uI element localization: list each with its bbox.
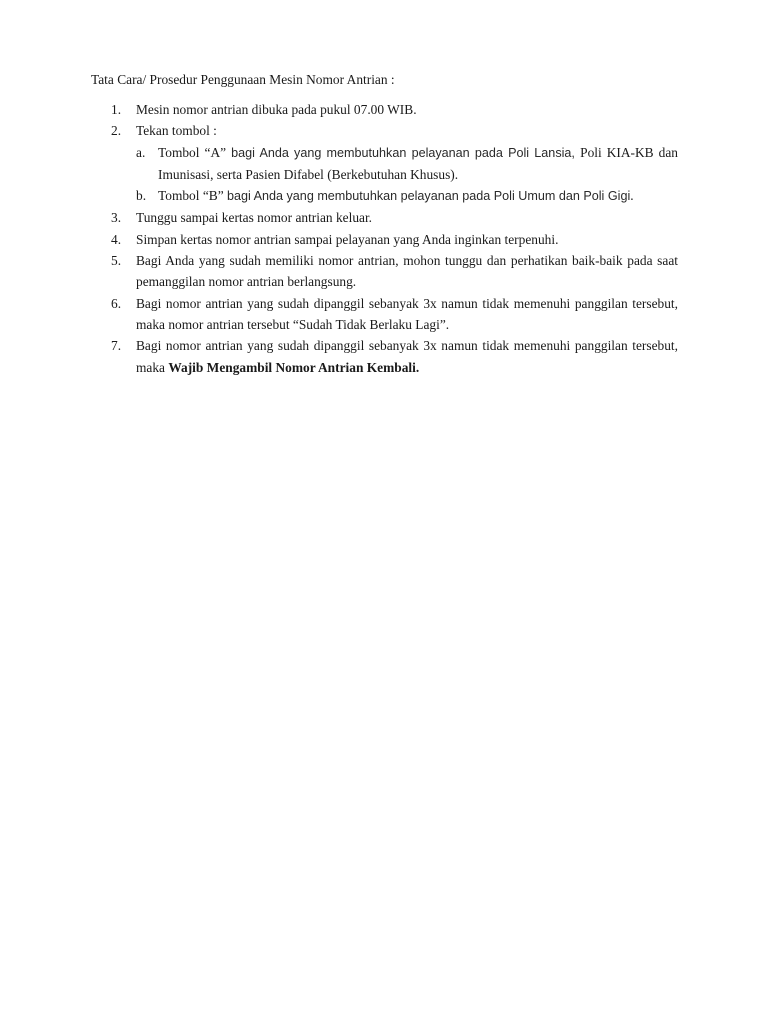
item-text [136, 335, 678, 378]
sub-list-item [136, 185, 678, 207]
sub-item-text-part: Poli KIA-KB dan Imunisasi, serta Pasien Difabel (Berkebutuhan Khusus). [158, 144, 678, 182]
sub-item-text-part: . [630, 188, 634, 204]
item-number: 1. [111, 102, 122, 117]
sub-item-text-part: bagi Anda yang membutuhkan pelayanan pada Poli Lansia, [231, 145, 581, 160]
list-item [91, 207, 678, 228]
item-text: Bagi nomor antrian yang sudah dipanggil sebanyak 3x namun tidak memenuhi panggilan tersebut, maka nomor antrian tersebut “Sudah Tidak Berlaku Lagi”. [136, 295, 678, 332]
list-item [91, 250, 678, 293]
item-number: 6. [111, 295, 122, 311]
item-number: 2. [111, 123, 122, 139]
list-item [91, 293, 678, 336]
sub-item-letter: b. [136, 188, 147, 204]
sub-item-text [158, 185, 678, 207]
sub-item-text-part: bagi Anda yang membutuhkan pelayanan pada Poli Umum dan Poli Gigi [226, 189, 631, 204]
item-text: Tunggu sampai kertas nomor antrian keluar. [136, 210, 373, 226]
sub-item-letter: a. [136, 144, 146, 160]
sub-item-text [158, 142, 678, 186]
list-item [91, 99, 678, 120]
procedure-list [91, 99, 678, 378]
sub-item-text-part: Tombol “A” [158, 144, 232, 160]
list-item [91, 229, 678, 250]
item-text-part: Bagi nomor antrian yang sudah dipanggil sebanyak 3x namun tidak memenuhi panggilan tersebut, maka [136, 338, 678, 375]
list-item [91, 120, 678, 207]
item-number: 7. [111, 338, 122, 354]
list-item [91, 335, 678, 378]
item-number: 4. [111, 231, 122, 247]
document-title: Tata Cara/ Prosedur Penggunaan Mesin Nomor Antrian : [91, 72, 395, 87]
item-text: Tekan tombol : [136, 123, 217, 139]
item-number: 5. [111, 253, 122, 269]
item-text: Simpan kertas nomor antrian sampai pelayanan yang Anda inginkan terpenuhi. [136, 231, 559, 247]
item-text: Mesin nomor antrian dibuka pada pukul 07.00 WIB. [136, 102, 417, 117]
sub-list-item [136, 142, 678, 186]
sub-item-text-part: Tombol “B” [158, 188, 227, 204]
item-number: 3. [111, 210, 122, 226]
item-text-bold: Wajib Mengambil Nomor Antrian Kembali. [168, 359, 420, 375]
item-text: Bagi Anda yang sudah memiliki nomor antrian, mohon tunggu dan perhatikan baik-baik pada saat pemanggilan nomor antrian berlangsung. [136, 253, 678, 290]
sub-list [136, 142, 678, 208]
